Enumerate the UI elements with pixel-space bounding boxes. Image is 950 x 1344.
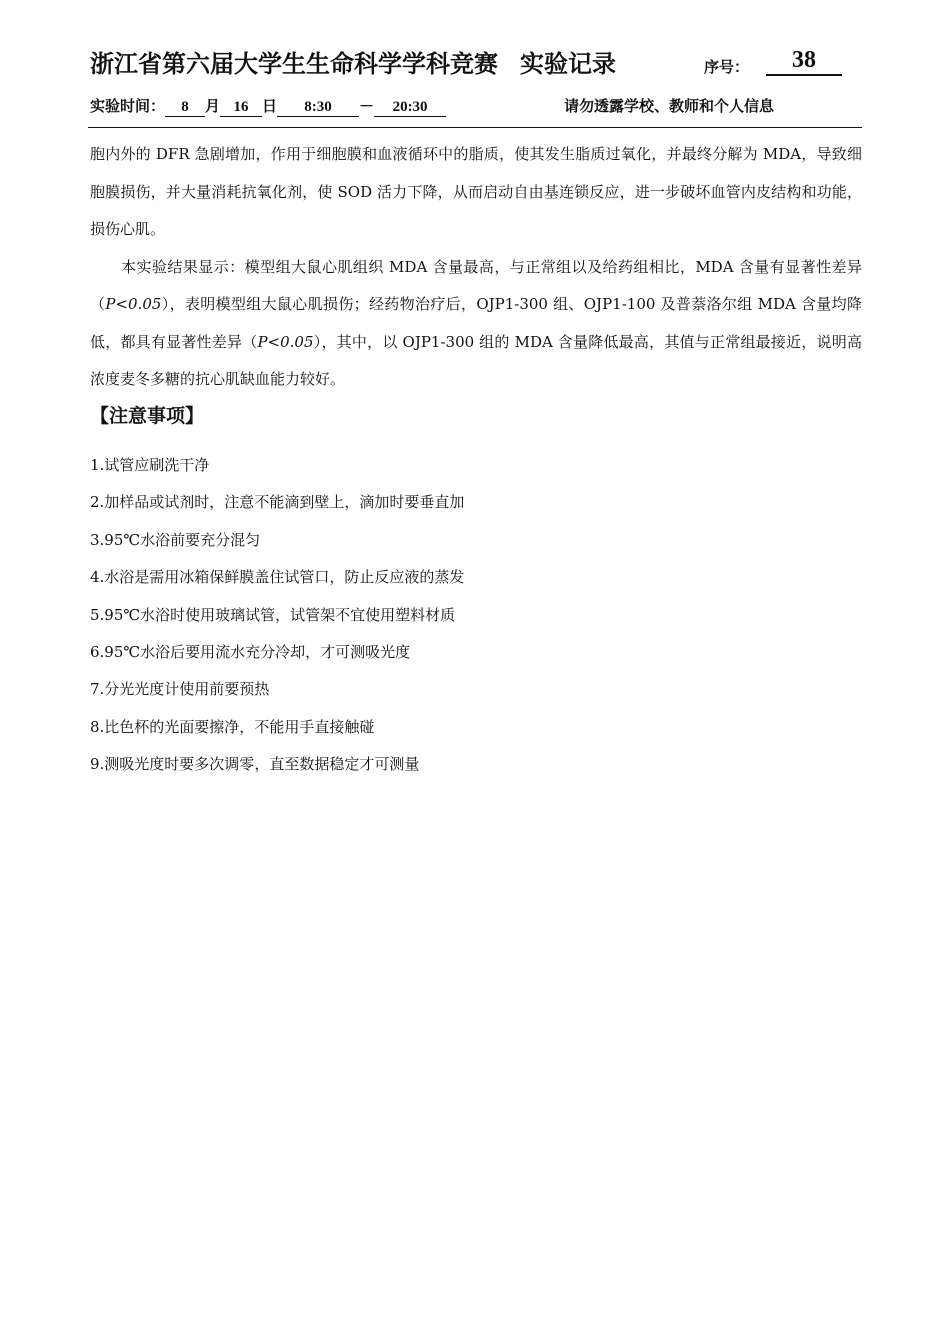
month-value: 8 xyxy=(165,98,205,117)
list-item: 7.分光光度计使用前要预热 xyxy=(90,680,270,699)
serial-label: 序号： xyxy=(704,58,750,76)
meta-row xyxy=(90,95,862,119)
list-item: 8.比色杯的光面要擦净，不能用手直接触碰 xyxy=(90,717,375,736)
p-value: P<0.05 xyxy=(257,332,314,351)
page-title xyxy=(90,44,616,79)
time-dash: － xyxy=(359,97,375,115)
list-item: 1.试管应刷洗干净 xyxy=(90,456,210,474)
title-sub: 实验记录 xyxy=(520,50,616,78)
paragraph-1: 胞内外的 DFR 急剧增加，作用于细胞膜和血液循环中的脂质，使其发生脂质过氧化，并最终分解为 MDA，导致细胞膜损伤，并大量消耗抗氧化剂，使 SOD 活力下降，从而启动自由基连锁反应，进一步破坏血管内皮结构和功能，损伤心肌。 xyxy=(90,145,862,238)
notes-heading: 【注意事项】 xyxy=(90,405,205,427)
notes-list xyxy=(90,447,862,784)
header-divider xyxy=(88,127,862,128)
title-main: 浙江省第六届大学生生命科学学科竞赛 xyxy=(90,50,498,78)
end-time: 20:30 xyxy=(374,98,446,117)
list-item: 5.95℃水浴时使用玻璃试管，试管架不宜使用塑料材质 xyxy=(90,605,456,624)
list-item: 3.95℃水浴前要充分混匀 xyxy=(90,530,261,549)
privacy-notice: 请勿透露学校、教师和个人信息 xyxy=(564,97,775,115)
time-label: 实验时间： xyxy=(90,97,166,115)
p-value: P<0.05 xyxy=(105,295,162,313)
start-time: 8:30 xyxy=(277,98,359,117)
paragraph-2: 本实验结果显示：模型组大鼠心肌组织 MDA 含量最高，与正常组以及给药组相比，MDA 含量有显著性差异（P<0.05），表明模型组大鼠心肌损伤；经药物治疗后，OJP1-300 组、OJP1-100 及普萘洛尔组 MDA 含量均降低，都具有显著性差异（P<0.05），其中，以 OJP1-300 组的 MDA 含量降低最高，其值与正常组最接近，说明高浓度麦冬多糖的抗心肌缺血能力较好。 xyxy=(90,257,862,388)
list-item: 9.测吸光度时要多次调零，直至数据稳定才可测量 xyxy=(90,755,420,774)
list-item: 2.加样品或试剂时，注意不能滴到壁上，滴加时要垂直加 xyxy=(90,493,465,512)
serial-value: 38 xyxy=(766,46,842,76)
month-label: 月 xyxy=(205,97,221,115)
body-text xyxy=(90,136,862,399)
list-item: 4.水浴是需用冰箱保鲜膜盖住试管口，防止反应液的蒸发 xyxy=(90,568,465,587)
day-label: 日 xyxy=(262,97,278,115)
list-item: 6.95℃水浴后要用流水充分冷却，才可测吸光度 xyxy=(90,643,411,662)
day-value: 16 xyxy=(220,98,262,117)
header xyxy=(90,44,862,84)
